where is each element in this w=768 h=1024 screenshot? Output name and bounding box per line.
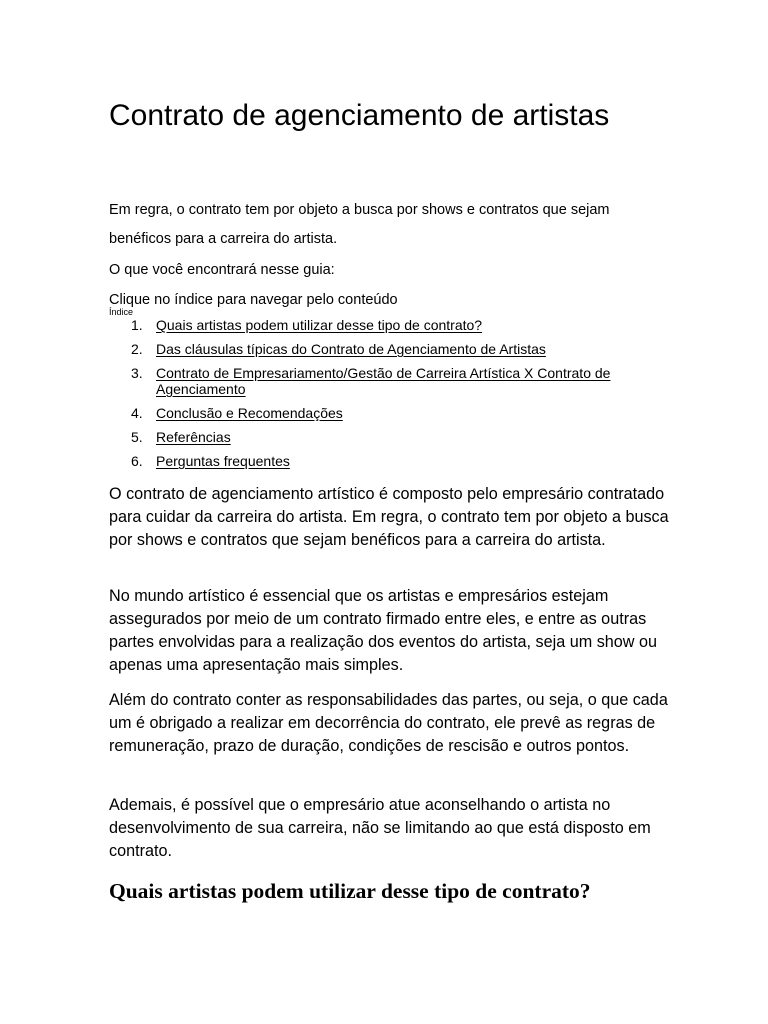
toc-link-perguntas-frequentes[interactable]: Perguntas frequentes	[156, 453, 290, 469]
toc-link-conclusao[interactable]: Conclusão e Recomendações	[156, 405, 343, 421]
body-paragraph-4: Ademais, é possível que o empresário atue aconselhando o artista no desenvolvimento de sua carreira, não se limitando ao que está disposto em contrato.	[109, 796, 651, 860]
page-title: Contrato de agenciamento de artistas	[109, 99, 610, 132]
toc-item-2	[109, 341, 669, 357]
guide-label: O que você encontrará nesse guia:	[109, 262, 335, 278]
toc-number: 6.	[131, 453, 143, 469]
toc-link-quais-artistas[interactable]: Quais artistas podem utilizar desse tipo de contrato?	[156, 317, 483, 333]
toc-item-4	[109, 405, 669, 421]
toc-number: 3.	[131, 365, 143, 381]
body-paragraph-3: Além do contrato conter as responsabilidades das partes, ou seja, o que cada um é obrigado a realizar em decorrência do contrato, ele prevê as regras de remuneração, prazo de duração, condições de rescisão e outros pontos.	[109, 691, 668, 755]
table-of-contents	[109, 317, 669, 477]
toc-item-3	[109, 365, 669, 397]
toc-item-6	[109, 453, 669, 469]
click-hint: Clique no índice para navegar pelo conteúdo	[109, 292, 398, 308]
body-paragraph-2: No mundo artístico é essencial que os artistas e empresários estejam assegurados por meio de um contrato firmado entre eles, e entre as outras partes envolvidas para a realização dos eventos do artista, seja um show ou apenas uma apresentação mais simples.	[109, 587, 657, 674]
toc-number: 5.	[131, 429, 143, 445]
toc-item-1	[109, 317, 669, 333]
toc-number: 2.	[131, 341, 143, 357]
section-heading: Quais artistas podem utilizar desse tipo de contrato?	[109, 879, 591, 903]
toc-number: 4.	[131, 405, 143, 421]
index-label: Índice	[109, 307, 134, 317]
body-paragraph-1: O contrato de agenciamento artístico é composto pelo empresário contratado para cuidar da carreira do artista. Em regra, o contrato tem por objeto a busca por shows e contratos que sejam benéficos para a carreira do artista.	[109, 485, 669, 549]
toc-link-referencias[interactable]: Referências	[156, 429, 231, 445]
intro-text: Em regra, o contrato tem por objeto a busca por shows e contratos que sejam benéficos para a carreira do artista.	[109, 202, 610, 247]
toc-number: 1.	[131, 317, 143, 333]
toc-link-empresariamento[interactable]: Contrato de Empresariamento/Gestão de Carreira Artística X Contrato de Agenciamento	[156, 365, 611, 397]
toc-item-5	[109, 429, 669, 445]
toc-link-clausulas-tipicas[interactable]: Das cláusulas típicas do Contrato de Agenciamento de Artistas	[156, 341, 546, 357]
